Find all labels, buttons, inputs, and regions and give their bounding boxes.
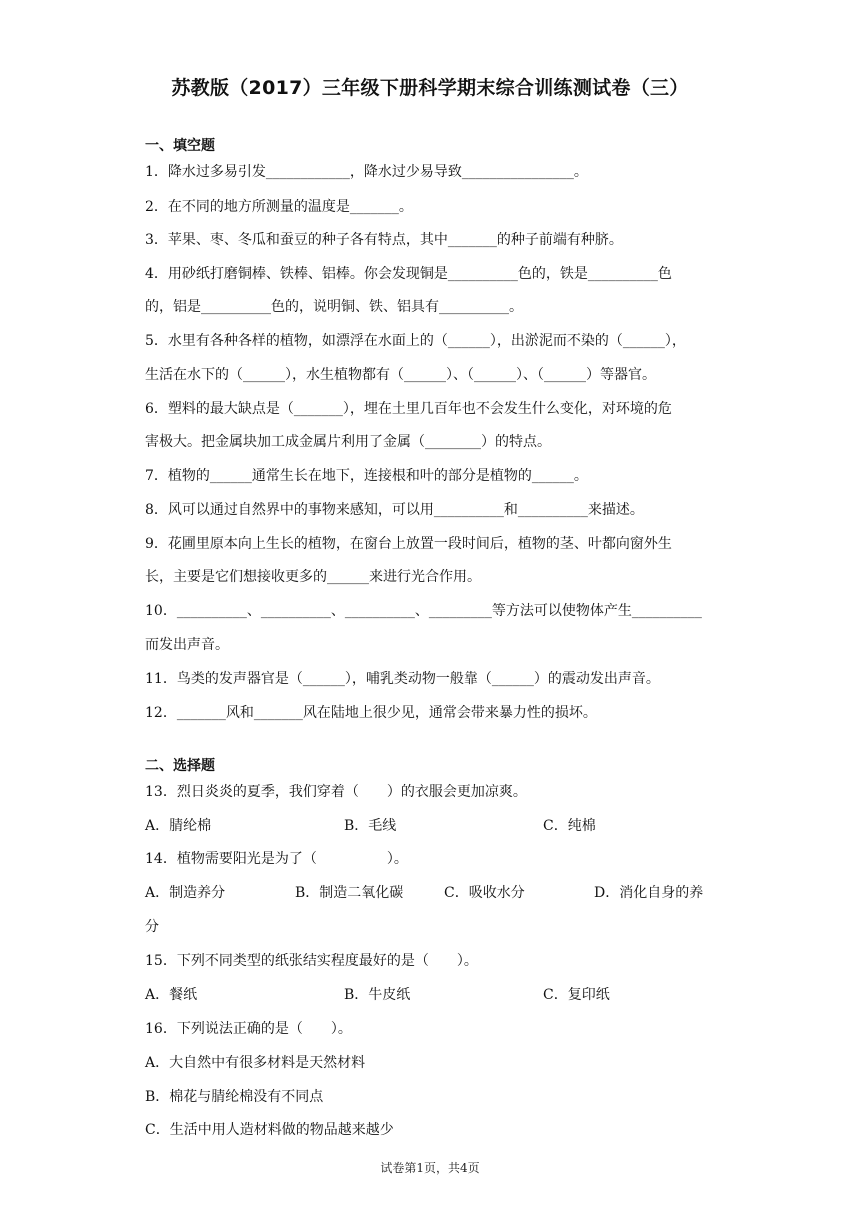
question-1: 1．降水过多易引发____________，降水过少易导致________________。 bbox=[145, 164, 588, 180]
question-13: 13．烈日炎炎的夏季，我们穿着（ ）的衣服会更加凉爽。 bbox=[145, 784, 527, 800]
question-14: 14．植物需要阳光是为了（ ）。 bbox=[145, 851, 408, 867]
q13-option-c: C．纯棉 bbox=[543, 818, 596, 834]
question-15: 15．下列不同类型的纸张结实程度最好的是（ ）。 bbox=[145, 953, 478, 969]
question-4-line-2: 的，铝是__________色的，说明铜、铁、铝具有__________。 bbox=[145, 299, 523, 315]
q14-option-a: A．制造养分 bbox=[145, 885, 226, 901]
q16-option-b: B．棉花与腈纶棉没有不同点 bbox=[145, 1089, 324, 1105]
question-5-line-2: 生活在水下的（______），水生植物都有（______）、（______）、（______）等器官。 bbox=[145, 367, 656, 383]
q13-option-a: A．腈纶棉 bbox=[145, 818, 212, 834]
q16-option-c: C．生活中用人造材料做的物品越来越少 bbox=[145, 1122, 394, 1138]
question-3: 3．苹果、枣、冬瓜和蚕豆的种子各有特点，其中_______的种子前端有种脐。 bbox=[145, 232, 623, 248]
question-9-line-2: 长，主要是它们想接收更多的______来进行光合作用。 bbox=[145, 569, 481, 585]
section-heading-choice: 二、选择题 bbox=[145, 758, 215, 774]
question-2: 2．在不同的地方所测量的温度是_______。 bbox=[145, 199, 413, 215]
question-12: 12．_______风和_______风在陆地上很少见，通常会带来暴力性的损坏。 bbox=[145, 705, 597, 721]
section-heading-fill-in: 一、填空题 bbox=[145, 138, 215, 154]
q16-option-a: A．大自然中有很多材料是天然材料 bbox=[145, 1055, 366, 1071]
question-6-line-2: 害极大。把金属块加工成金属片利用了金属（________）的特点。 bbox=[145, 434, 551, 450]
question-10-line-2: 而发出声音。 bbox=[145, 637, 229, 653]
question-16: 16．下列说法正确的是（ ）。 bbox=[145, 1021, 352, 1037]
question-11: 11．鸟类的发声器官是（______），哺乳类动物一般靠（______）的震动发出声音。 bbox=[145, 671, 660, 687]
q15-option-a: A．餐纸 bbox=[145, 987, 198, 1003]
question-4-line-1: 4．用砂纸打磨铜棒、铁棒、铝棒。你会发现铜是__________色的，铁是__________色 bbox=[145, 266, 672, 282]
q13-option-b: B．毛线 bbox=[344, 818, 397, 834]
question-7: 7．植物的______通常生长在地下，连接根和叶的部分是植物的______。 bbox=[145, 468, 588, 484]
question-6-line-1: 6．塑料的最大缺点是（_______），埋在土里几百年也不会发生什么变化，对环境的危 bbox=[145, 401, 672, 417]
question-8: 8．风可以通过自然界中的事物来感知，可以用__________和__________来描述。 bbox=[145, 502, 644, 518]
q14-option-b: B．制造二氧化碳 bbox=[295, 885, 404, 901]
q15-option-c: C．复印纸 bbox=[543, 987, 610, 1003]
page-footer: 试卷第1页，共4页 bbox=[380, 1161, 480, 1175]
q15-option-b: B．牛皮纸 bbox=[344, 987, 411, 1003]
question-5-line-1: 5．水里有各种各样的植物，如漂浮在水面上的（______），出淤泥而不染的（______）， bbox=[145, 333, 686, 349]
page-title: 苏教版（2017）三年级下册科学期末综合训练测试卷（三） bbox=[171, 77, 689, 99]
q14-option-d-wrap: 分 bbox=[145, 919, 159, 935]
question-10-line-1: 10．__________、__________、__________、_________等方法可以使物体产生__________ bbox=[145, 603, 702, 619]
q14-option-d: D．消化自身的养 bbox=[594, 885, 704, 901]
question-9-line-1: 9．花圃里原本向上生长的植物，在窗台上放置一段时间后，植物的茎、叶都向窗外生 bbox=[145, 536, 672, 552]
q14-option-c: C．吸收水分 bbox=[444, 885, 525, 901]
